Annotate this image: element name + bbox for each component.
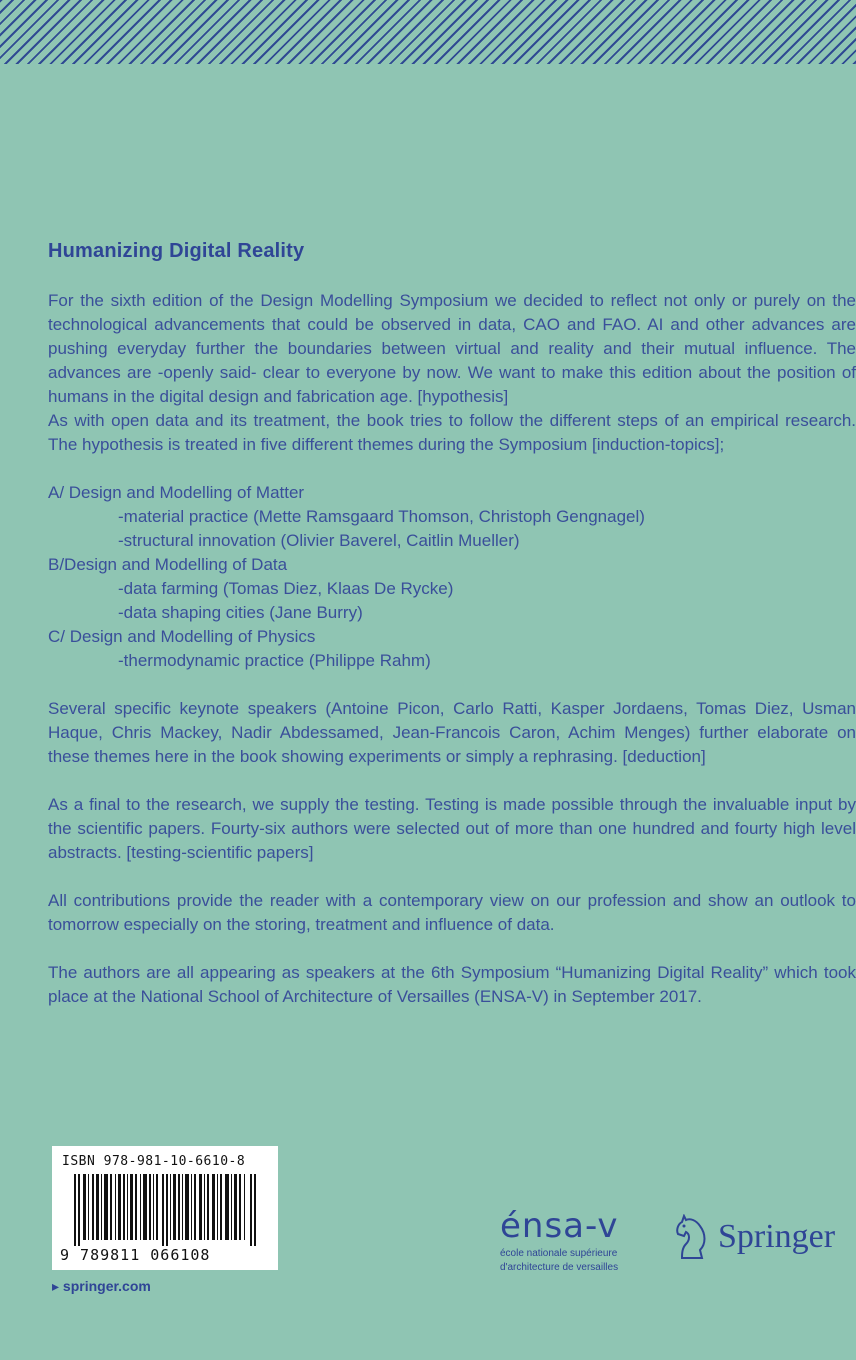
- theme-b: B/Design and Modelling of Data: [48, 555, 288, 574]
- intro-paragraph: For the sixth edition of the Design Modelling Symposium we decided to reflect not only or purely on the technological advancements that could be observed in data, CAO and FAO. AI and other advances are pushing everyday further the boundaries between virtual and reality and their mutual influence. The advances are -openly said- clear to everyone by now. We want to make this edition about the position of humans in the digital design and fabrication age. [hypothesis]: [48, 291, 856, 406]
- theme-a-item-2: -structural innovation (Olivier Baverel, Caitlin Mueller): [118, 531, 520, 550]
- springer-wordmark: Springer: [718, 1218, 836, 1255]
- keynote-paragraph: Several specific keynote speakers (Antoine Picon, Carlo Ratti, Kasper Jordaens, Tomas Diez, Usman Haque, Chris Mackey, Nadir Abdessamed, Jean-Francois Caron, Achim Menges) further elaborate on these themes here in the book showing experiments or simply a rephrasing. [deduction]: [48, 699, 856, 766]
- book-title: Humanizing Digital Reality: [48, 240, 305, 262]
- barcode: [74, 1174, 258, 1246]
- theme-b-item-2: -data shaping cities (Jane Burry): [118, 603, 363, 622]
- springer-logo: [672, 1214, 835, 1260]
- springer-website-link[interactable]: ▸ springer.com: [52, 1278, 151, 1294]
- isbn-barcode-box: [52, 1146, 278, 1270]
- contributions-paragraph: All contributions provide the reader with a contemporary view on our profession and show an outlook to tomorrow especially on the storing, treatment and influence of data.: [48, 891, 856, 934]
- springer-horse-icon: [672, 1214, 712, 1260]
- isbn-label: ISBN 978-981-10-6610-8: [62, 1154, 246, 1169]
- theme-a: A/ Design and Modelling of Matter: [48, 483, 305, 502]
- method-paragraph: As with open data and its treatment, the book tries to follow the different steps of an empirical research. The hypothesis is treated in five different themes during the Symposium [induction-topics];: [48, 411, 856, 454]
- ensa-v-wordmark: énsa-v: [500, 1206, 619, 1246]
- ensa-v-logo: [500, 1206, 619, 1274]
- testing-paragraph: As a final to the research, we supply the testing. Testing is made possible through the invaluable input by the scientific papers. Fourty-six authors were selected out of more than one hundred and fourty high level abstracts. [testing-scientific papers]: [48, 795, 856, 862]
- theme-c-item-1: -thermodynamic practice (Philippe Rahm): [118, 651, 431, 670]
- isbn-digits: 9 789811 066108: [60, 1246, 211, 1264]
- theme-c: C/ Design and Modelling of Physics: [48, 627, 316, 646]
- ensa-v-subtitle-line-1: école nationale supérieure: [500, 1248, 618, 1259]
- authors-paragraph: The authors are all appearing as speakers at the 6th Symposium “Humanizing Digital Reality” which took place at the National School of Architecture of Versailles (ENSA-V) in September 2017.: [48, 963, 856, 1006]
- hatched-header-band: [0, 0, 856, 64]
- back-cover-text: [48, 240, 856, 1009]
- ensa-v-subtitle-line-2: d'architecture de versailles: [500, 1262, 619, 1273]
- theme-a-item-1: -material practice (Mette Ramsgaard Thomson, Christoph Gengnagel): [118, 507, 645, 526]
- theme-b-item-1: -data farming (Tomas Diez, Klaas De Rycke): [118, 579, 454, 598]
